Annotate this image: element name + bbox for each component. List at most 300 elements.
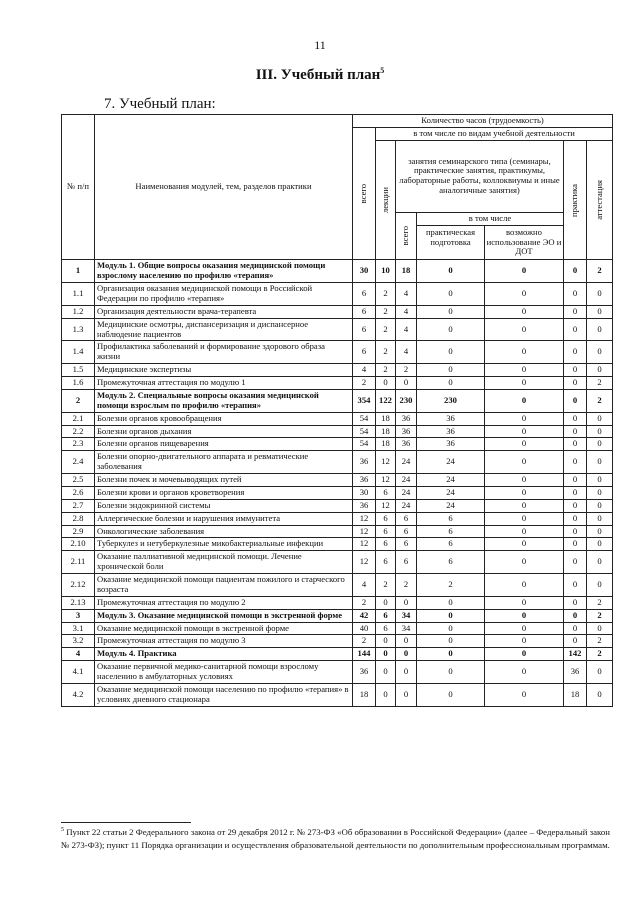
hours-cell-lect: 0 <box>376 635 396 648</box>
hours-cell-lect: 6 <box>376 538 396 551</box>
hours-cell-pp: 0 <box>417 364 485 377</box>
hours-cell-att: 0 <box>587 425 613 438</box>
hours-cell-sem: 0 <box>396 683 417 706</box>
module-row <box>62 648 613 661</box>
hours-cell-lect: 0 <box>376 648 396 661</box>
table-row <box>62 486 613 499</box>
hours-cell-sem: 24 <box>396 486 417 499</box>
hours-cell-lect: 12 <box>376 499 396 512</box>
header-name: Наименования модулей, тем, разделов практики <box>95 115 353 260</box>
hours-cell-sem: 6 <box>396 538 417 551</box>
row-title: Онкологические заболевания <box>95 525 353 538</box>
table-row <box>62 551 613 574</box>
hours-cell-sem: 0 <box>396 596 417 609</box>
hours-cell-eo: 0 <box>485 364 564 377</box>
row-number: 1.3 <box>62 318 95 341</box>
hours-cell-pp: 36 <box>417 425 485 438</box>
row-title: Оказание медицинской помощи населению по профилю «терапия» в условиях дневного стационара <box>95 683 353 706</box>
hours-cell-sem: 34 <box>396 609 417 622</box>
hours-cell-pp: 6 <box>417 538 485 551</box>
hours-cell-lect: 6 <box>376 486 396 499</box>
row-number: 2.1 <box>62 412 95 425</box>
row-title: Промежуточная аттестация по модулю 2 <box>95 596 353 609</box>
hours-cell-pp: 36 <box>417 412 485 425</box>
row-title: Модуль 4. Практика <box>95 648 353 661</box>
hours-cell-lect: 0 <box>376 596 396 609</box>
table-row <box>62 512 613 525</box>
table-row <box>62 525 613 538</box>
footnote-divider <box>61 822 191 823</box>
hours-cell-prac: 0 <box>564 425 587 438</box>
hours-cell-sem: 34 <box>396 622 417 635</box>
hours-cell-prac: 142 <box>564 648 587 661</box>
row-number: 2.4 <box>62 451 95 474</box>
hours-cell-prac: 0 <box>564 512 587 525</box>
header-including: в том числе <box>417 213 563 226</box>
hours-cell-sem: 36 <box>396 412 417 425</box>
row-number: 1.1 <box>62 283 95 306</box>
hours-cell-sem: 0 <box>396 377 417 390</box>
row-title: Промежуточная аттестация по модулю 1 <box>95 377 353 390</box>
row-number: 2.8 <box>62 512 95 525</box>
curriculum-table-body <box>62 260 613 706</box>
table-row <box>62 622 613 635</box>
hours-cell-pp: 0 <box>417 341 485 364</box>
header-hours-total: Количество часов (трудоемкость) <box>353 115 613 128</box>
hours-cell-prac: 0 <box>564 574 587 597</box>
hours-cell-lect: 6 <box>376 525 396 538</box>
hours-cell-sem: 24 <box>396 474 417 487</box>
hours-cell-prac: 0 <box>564 377 587 390</box>
hours-cell-total: 4 <box>353 574 376 597</box>
row-title: Промежуточная аттестация по модулю 3 <box>95 635 353 648</box>
table-row <box>62 377 613 390</box>
hours-cell-att: 0 <box>587 551 613 574</box>
hours-cell-total: 12 <box>353 551 376 574</box>
row-title: Организация деятельности врача-терапевта <box>95 305 353 318</box>
hours-cell-total: 54 <box>353 438 376 451</box>
hours-cell-att: 0 <box>587 438 613 451</box>
hours-cell-total: 2 <box>353 635 376 648</box>
hours-cell-prac: 0 <box>564 341 587 364</box>
hours-cell-sem: 4 <box>396 318 417 341</box>
row-title: Оказание медицинской помощи в экстренной форме <box>95 622 353 635</box>
row-number: 3 <box>62 609 95 622</box>
hours-cell-sem: 0 <box>396 635 417 648</box>
header-eo-dot: возможно использование ЭО и ДОТ <box>486 226 562 257</box>
hours-cell-prac: 0 <box>564 283 587 306</box>
hours-cell-prac: 0 <box>564 364 587 377</box>
hours-cell-att: 0 <box>587 412 613 425</box>
hours-cell-eo: 0 <box>485 377 564 390</box>
hours-cell-lect: 6 <box>376 512 396 525</box>
header-seminar: занятия семинарского типа (семинары, практические занятия, практикумы, лабораторные работы, коллоквиумы и иные аналогичные занятия) <box>396 140 564 212</box>
hours-cell-total: 36 <box>353 661 376 684</box>
row-number: 2.9 <box>62 525 95 538</box>
header-attestation <box>587 140 613 260</box>
row-title: Модуль 2. Специальные вопросы оказания медицинской помощи взрослым по профилю «терапия» <box>95 389 353 412</box>
hours-cell-att: 0 <box>587 622 613 635</box>
hours-cell-lect: 10 <box>376 260 396 283</box>
hours-cell-eo: 0 <box>485 412 564 425</box>
header-num: № п/п <box>62 115 95 260</box>
hours-cell-prac: 18 <box>564 683 587 706</box>
row-title: Болезни крови и органов кроветворения <box>95 486 353 499</box>
row-number: 2.12 <box>62 574 95 597</box>
header-including-group <box>417 212 564 260</box>
hours-cell-prac: 0 <box>564 596 587 609</box>
hours-cell-eo: 0 <box>485 596 564 609</box>
hours-cell-att: 0 <box>587 364 613 377</box>
row-number: 2.5 <box>62 474 95 487</box>
hours-cell-att: 2 <box>587 635 613 648</box>
row-number: 2.3 <box>62 438 95 451</box>
hours-cell-att: 2 <box>587 260 613 283</box>
row-title: Аллергические болезни и нарушения иммунитета <box>95 512 353 525</box>
page-number: 11 <box>314 38 326 52</box>
hours-cell-sem: 24 <box>396 499 417 512</box>
hours-cell-total: 2 <box>353 377 376 390</box>
table-row <box>62 596 613 609</box>
hours-cell-lect: 2 <box>376 305 396 318</box>
hours-cell-eo: 0 <box>485 486 564 499</box>
table-row <box>62 412 613 425</box>
hours-cell-total: 54 <box>353 425 376 438</box>
row-number: 2.11 <box>62 551 95 574</box>
hours-cell-sem: 6 <box>396 551 417 574</box>
row-title: Туберкулез и нетуберкулезные микобактериальные инфекции <box>95 538 353 551</box>
hours-cell-prac: 0 <box>564 635 587 648</box>
table-row <box>62 341 613 364</box>
row-title: Профилактика заболеваний и формирование здорового образа жизни <box>95 341 353 364</box>
hours-cell-pp: 0 <box>417 609 485 622</box>
row-title: Модуль 1. Общие вопросы оказания медицинской помощи взрослому населению по профилю «терапия» <box>95 260 353 283</box>
row-number: 1.4 <box>62 341 95 364</box>
hours-cell-total: 36 <box>353 499 376 512</box>
hours-cell-lect: 6 <box>376 622 396 635</box>
row-number: 4.2 <box>62 683 95 706</box>
hours-cell-sem: 0 <box>396 661 417 684</box>
hours-cell-sem: 0 <box>396 648 417 661</box>
hours-cell-att: 0 <box>587 474 613 487</box>
row-number: 4 <box>62 648 95 661</box>
hours-cell-att: 0 <box>587 661 613 684</box>
hours-cell-prac: 0 <box>564 499 587 512</box>
hours-cell-eo: 0 <box>485 389 564 412</box>
hours-cell-sem: 6 <box>396 512 417 525</box>
hours-cell-att: 0 <box>587 341 613 364</box>
hours-cell-total: 40 <box>353 622 376 635</box>
hours-cell-att: 2 <box>587 596 613 609</box>
hours-cell-sem: 6 <box>396 525 417 538</box>
table-row <box>62 364 613 377</box>
hours-cell-pp: 0 <box>417 635 485 648</box>
hours-cell-att: 0 <box>587 305 613 318</box>
header-total-text: всего <box>358 183 369 204</box>
hours-cell-att: 0 <box>587 499 613 512</box>
hours-cell-total: 6 <box>353 283 376 306</box>
hours-cell-pp: 0 <box>417 661 485 684</box>
hours-cell-pp: 2 <box>417 574 485 597</box>
hours-cell-eo: 0 <box>485 438 564 451</box>
footnote-text: Пункт 22 статьи 2 Федерального закона от 29 декабря 2012 г. № 273-ФЗ «Об образовании в Российской Федерации» (далее – Федеральный закон № 273-ФЗ); пункт 11 Порядка организации и осуществления образовательной деятельности по дополнительным профессиональным программам. <box>61 827 610 850</box>
hours-cell-total: 12 <box>353 512 376 525</box>
row-title: Медицинские осмотры, диспансеризация и диспансерное наблюдение пациентов <box>95 318 353 341</box>
header-practice-text: практика <box>569 183 580 217</box>
header-lectures <box>376 140 396 260</box>
hours-cell-eo: 0 <box>485 622 564 635</box>
hours-cell-att: 2 <box>587 609 613 622</box>
hours-cell-lect: 18 <box>376 412 396 425</box>
table-row <box>62 425 613 438</box>
hours-cell-eo: 0 <box>485 538 564 551</box>
hours-cell-prac: 0 <box>564 412 587 425</box>
header-attestation-text: аттестация <box>593 180 604 220</box>
hours-cell-eo: 0 <box>485 451 564 474</box>
header-practical-training: практическая подготовка <box>417 226 485 260</box>
hours-cell-eo: 0 <box>485 661 564 684</box>
table-row <box>62 661 613 684</box>
hours-cell-sem: 24 <box>396 451 417 474</box>
row-title: Организация оказания медицинской помощи в Российской Федерации по профилю «терапия» <box>95 283 353 306</box>
header-including-sub <box>417 226 563 260</box>
hours-cell-lect: 6 <box>376 551 396 574</box>
header-seminar-total <box>396 212 417 260</box>
hours-cell-total: 36 <box>353 451 376 474</box>
table-row <box>62 305 613 318</box>
hours-cell-sem: 4 <box>396 341 417 364</box>
hours-cell-lect: 18 <box>376 425 396 438</box>
hours-cell-prac: 0 <box>564 474 587 487</box>
hours-cell-att: 0 <box>587 512 613 525</box>
hours-cell-eo: 0 <box>485 609 564 622</box>
table-heading: 7. Учебный план: <box>104 96 216 112</box>
hours-cell-pp: 24 <box>417 451 485 474</box>
hours-cell-eo: 0 <box>485 341 564 364</box>
table-row <box>62 451 613 474</box>
hours-cell-pp: 6 <box>417 525 485 538</box>
hours-cell-lect: 2 <box>376 318 396 341</box>
hours-cell-att: 2 <box>587 648 613 661</box>
row-number: 2.2 <box>62 425 95 438</box>
row-title: Болезни опорно-двигательного аппарата и ревматические заболевания <box>95 451 353 474</box>
hours-cell-eo: 0 <box>485 283 564 306</box>
hours-cell-total: 30 <box>353 260 376 283</box>
hours-cell-pp: 0 <box>417 283 485 306</box>
hours-cell-eo: 0 <box>485 260 564 283</box>
hours-cell-prac: 0 <box>564 305 587 318</box>
hours-cell-eo: 0 <box>485 683 564 706</box>
hours-cell-lect: 122 <box>376 389 396 412</box>
section-title-footnote-mark: 5 <box>380 66 385 75</box>
hours-cell-total: 54 <box>353 412 376 425</box>
header-total <box>353 127 376 259</box>
hours-cell-eo: 0 <box>485 499 564 512</box>
hours-cell-pp: 0 <box>417 683 485 706</box>
row-title: Болезни органов кровообращения <box>95 412 353 425</box>
hours-cell-eo: 0 <box>485 525 564 538</box>
hours-cell-eo: 0 <box>485 648 564 661</box>
hours-cell-lect: 2 <box>376 574 396 597</box>
hours-cell-pp: 6 <box>417 551 485 574</box>
hours-cell-total: 2 <box>353 596 376 609</box>
table-row <box>62 283 613 306</box>
row-title: Модуль 3. Оказание медицинской помощи в экстренной форме <box>95 609 353 622</box>
row-number: 3.2 <box>62 635 95 648</box>
table-row <box>62 683 613 706</box>
hours-cell-total: 36 <box>353 474 376 487</box>
hours-cell-att: 0 <box>587 318 613 341</box>
hours-cell-lect: 0 <box>376 683 396 706</box>
hours-cell-total: 144 <box>353 648 376 661</box>
hours-cell-prac: 0 <box>564 486 587 499</box>
row-number: 1.6 <box>62 377 95 390</box>
footnote-mark: 5 <box>61 827 64 834</box>
hours-cell-pp: 24 <box>417 499 485 512</box>
hours-cell-lect: 2 <box>376 283 396 306</box>
row-title: Оказание паллиативной медицинской помощи. Лечение хронической боли <box>95 551 353 574</box>
row-number: 2.6 <box>62 486 95 499</box>
hours-cell-att: 0 <box>587 683 613 706</box>
hours-cell-total: 12 <box>353 525 376 538</box>
module-row <box>62 609 613 622</box>
module-row <box>62 389 613 412</box>
hours-cell-eo: 0 <box>485 474 564 487</box>
table-row <box>62 635 613 648</box>
hours-cell-prac: 0 <box>564 260 587 283</box>
hours-cell-lect: 18 <box>376 438 396 451</box>
row-title: Болезни органов дыхания <box>95 425 353 438</box>
hours-cell-pp: 0 <box>417 596 485 609</box>
hours-cell-att: 0 <box>587 451 613 474</box>
hours-cell-eo: 0 <box>485 425 564 438</box>
section-title <box>0 66 640 84</box>
hours-cell-eo: 0 <box>485 512 564 525</box>
header-practice <box>564 140 587 260</box>
hours-cell-prac: 0 <box>564 551 587 574</box>
row-number: 2.7 <box>62 499 95 512</box>
hours-cell-total: 354 <box>353 389 376 412</box>
footnote <box>61 826 612 852</box>
row-title: Болезни почек и мочевыводящих путей <box>95 474 353 487</box>
table-row <box>62 574 613 597</box>
hours-cell-sem: 4 <box>396 305 417 318</box>
hours-cell-sem: 2 <box>396 574 417 597</box>
hours-cell-prac: 0 <box>564 318 587 341</box>
hours-cell-pp: 230 <box>417 389 485 412</box>
hours-cell-sem: 4 <box>396 283 417 306</box>
hours-cell-total: 6 <box>353 305 376 318</box>
hours-cell-sem: 18 <box>396 260 417 283</box>
hours-cell-prac: 0 <box>564 438 587 451</box>
table-row <box>62 474 613 487</box>
hours-cell-att: 0 <box>587 574 613 597</box>
hours-cell-att: 2 <box>587 377 613 390</box>
hours-cell-att: 0 <box>587 283 613 306</box>
row-number: 2 <box>62 389 95 412</box>
hours-cell-prac: 0 <box>564 525 587 538</box>
hours-cell-lect: 0 <box>376 377 396 390</box>
hours-cell-lect: 12 <box>376 451 396 474</box>
hours-cell-pp: 0 <box>417 305 485 318</box>
header-seminar-total-text: всего <box>400 226 411 246</box>
table-row <box>62 499 613 512</box>
hours-cell-pp: 0 <box>417 377 485 390</box>
table-row <box>62 318 613 341</box>
row-title: Оказание первичной медико-санитарной помощи взрослому населению в амбулаторных условиях <box>95 661 353 684</box>
row-number: 1.2 <box>62 305 95 318</box>
hours-cell-prac: 0 <box>564 538 587 551</box>
table-row <box>62 538 613 551</box>
row-number: 3.1 <box>62 622 95 635</box>
hours-cell-prac: 36 <box>564 661 587 684</box>
row-number: 2.10 <box>62 538 95 551</box>
hours-cell-att: 0 <box>587 538 613 551</box>
row-title: Оказание медицинской помощи пациентам пожилого и старческого возраста <box>95 574 353 597</box>
row-number: 2.13 <box>62 596 95 609</box>
row-title: Болезни органов пищеварения <box>95 438 353 451</box>
row-number: 1.5 <box>62 364 95 377</box>
hours-cell-pp: 0 <box>417 622 485 635</box>
row-number: 1 <box>62 260 95 283</box>
hours-cell-eo: 0 <box>485 305 564 318</box>
hours-cell-pp: 6 <box>417 512 485 525</box>
hours-cell-prac: 0 <box>564 622 587 635</box>
hours-cell-sem: 36 <box>396 425 417 438</box>
hours-cell-sem: 2 <box>396 364 417 377</box>
hours-cell-pp: 24 <box>417 486 485 499</box>
hours-cell-pp: 0 <box>417 318 485 341</box>
hours-cell-lect: 2 <box>376 341 396 364</box>
hours-cell-prac: 0 <box>564 389 587 412</box>
curriculum-table <box>61 114 613 707</box>
hours-cell-total: 4 <box>353 364 376 377</box>
hours-cell-eo: 0 <box>485 635 564 648</box>
hours-cell-pp: 0 <box>417 648 485 661</box>
hours-cell-att: 2 <box>587 389 613 412</box>
hours-cell-lect: 12 <box>376 474 396 487</box>
hours-cell-total: 6 <box>353 318 376 341</box>
hours-cell-pp: 24 <box>417 474 485 487</box>
hours-cell-lect: 2 <box>376 364 396 377</box>
section-title-text: III. Учебный план <box>255 67 381 83</box>
row-number: 4.1 <box>62 661 95 684</box>
row-title: Болезни эндокринной системы <box>95 499 353 512</box>
hours-cell-att: 0 <box>587 525 613 538</box>
hours-cell-total: 30 <box>353 486 376 499</box>
table-row <box>62 438 613 451</box>
header-lectures-text: лекции <box>379 186 390 214</box>
hours-cell-total: 6 <box>353 341 376 364</box>
module-row <box>62 260 613 283</box>
hours-cell-pp: 0 <box>417 260 485 283</box>
hours-cell-prac: 0 <box>564 609 587 622</box>
header-by-activity: в том числе по видам учебной деятельности <box>376 127 613 140</box>
hours-cell-lect: 0 <box>376 661 396 684</box>
hours-cell-prac: 0 <box>564 451 587 474</box>
hours-cell-pp: 36 <box>417 438 485 451</box>
hours-cell-lect: 6 <box>376 609 396 622</box>
hours-cell-total: 12 <box>353 538 376 551</box>
row-title: Медицинские экспертизы <box>95 364 353 377</box>
hours-cell-eo: 0 <box>485 318 564 341</box>
hours-cell-total: 42 <box>353 609 376 622</box>
hours-cell-eo: 0 <box>485 551 564 574</box>
hours-cell-sem: 230 <box>396 389 417 412</box>
hours-cell-total: 18 <box>353 683 376 706</box>
hours-cell-att: 0 <box>587 486 613 499</box>
hours-cell-sem: 36 <box>396 438 417 451</box>
